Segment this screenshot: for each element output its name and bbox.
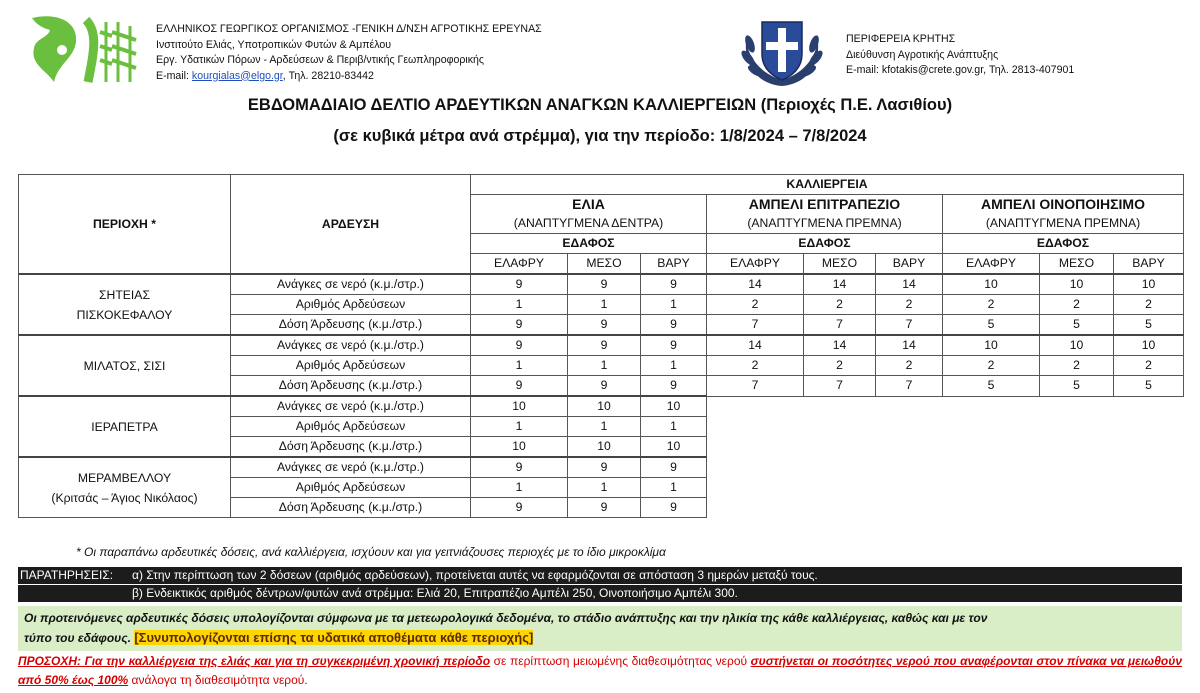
empty-cell xyxy=(707,417,804,437)
empty-cell xyxy=(1040,417,1114,437)
elgo-logo xyxy=(28,12,148,88)
empty-cell xyxy=(1040,437,1114,458)
value-cell: 1 xyxy=(641,478,707,498)
empty-cell xyxy=(1040,457,1114,478)
lab-name: Εργ. Υδατικών Πόρων - Αρδεύσεων & Περιβ/ντικής Γεωπληροφορικής xyxy=(156,54,485,66)
value-cell: 9 xyxy=(568,457,641,478)
empty-cell xyxy=(707,437,804,458)
value-cell: 1 xyxy=(641,295,707,315)
value-cell: 7 xyxy=(804,315,876,336)
empty-cell xyxy=(1114,417,1184,437)
empty-cell xyxy=(943,437,1040,458)
value-cell: 9 xyxy=(471,457,568,478)
methodology-line1: Οι προτεινόμενες αρδευτικές δόσεις υπολογίζονται σύμφωνα με τα μετεωρολογικά δεδομένα, το στάδιο ανάπτυξης και την ηλικία της κάθε καλλιέργειας, καθώς και με τον xyxy=(24,611,988,625)
value-cell: 9 xyxy=(568,498,641,518)
value-cell: 10 xyxy=(568,437,641,458)
region-name: ΣΗΤΕΙΑΣ xyxy=(99,287,150,302)
value-cell: 1 xyxy=(568,356,641,376)
remark-b: β) Ενδεικτικός αριθμός δέντρων/φυτών ανά στρέμμα: Ελιά 20, Επιτραπέζιο Αμπέλι 250, Οινοποιήσιμο Αμπέλι 300. xyxy=(132,586,738,600)
value-cell: 1 xyxy=(568,478,641,498)
methodology-note xyxy=(18,606,1182,651)
empty-cell xyxy=(876,417,943,437)
header-left-info xyxy=(156,22,542,84)
row-label: Αριθμός Αρδεύσεων xyxy=(231,478,471,498)
empty-cell xyxy=(943,478,1040,498)
empty-cell xyxy=(943,498,1040,518)
empty-cell xyxy=(943,396,1040,417)
value-cell: 1 xyxy=(641,417,707,437)
remarks-label: ΠΑΡΑΤΗΡΗΣΕΙΣ: xyxy=(20,568,114,582)
region-subname: (Κριτσάς – Άγιος Νικόλαος) xyxy=(51,490,198,505)
value-cell: 10 xyxy=(568,396,641,417)
crops-header: ΚΑΛΛΙΕΡΓΕΙΑ xyxy=(471,175,1184,195)
empty-cell xyxy=(707,457,804,478)
soil-header: ΕΔΑΦΟΣ xyxy=(471,234,707,254)
soil-type: ΕΛΑΦΡΥ xyxy=(471,254,568,275)
empty-cell xyxy=(1114,396,1184,417)
value-cell: 9 xyxy=(471,274,568,295)
remarks-bar-b xyxy=(18,585,1182,602)
region-cell xyxy=(19,335,231,396)
value-cell: 2 xyxy=(1114,356,1184,376)
contact-line xyxy=(156,69,542,85)
table-row xyxy=(19,335,1184,356)
value-cell: 7 xyxy=(804,376,876,397)
soil-type: ΒΑΡΥ xyxy=(1114,254,1184,275)
value-cell: 2 xyxy=(876,356,943,376)
empty-cell xyxy=(804,457,876,478)
crop-name-wine-grape: ΑΜΠΕΛΙ ΟΙΝΟΠΟΙΗΣΙΜΟ xyxy=(943,195,1184,215)
value-cell: 10 xyxy=(1040,335,1114,356)
value-cell: 5 xyxy=(1114,376,1184,397)
greek-emblem-logo xyxy=(738,14,826,92)
value-cell: 10 xyxy=(641,437,707,458)
crop-name-table-grape: ΑΜΠΕΛΙ ΕΠΙΤΡΑΠΕΖΙΟ xyxy=(707,195,943,215)
empty-cell xyxy=(876,396,943,417)
value-cell: 2 xyxy=(943,295,1040,315)
table-row xyxy=(19,274,1184,295)
soil-type: ΕΛΑΦΡΥ xyxy=(707,254,804,275)
value-cell: 1 xyxy=(471,417,568,437)
value-cell: 10 xyxy=(1114,274,1184,295)
email-label: E-mail: xyxy=(156,69,192,82)
value-cell: 9 xyxy=(471,376,568,397)
value-cell: 9 xyxy=(641,315,707,336)
value-cell: 5 xyxy=(943,315,1040,336)
value-cell: 7 xyxy=(876,315,943,336)
row-label: Αριθμός Αρδεύσεων xyxy=(231,295,471,315)
crop-sub-table-grape: (ΑΝΑΠΤΥΓΜΕΝΑ ΠΡΕΜΝΑ) xyxy=(707,214,943,234)
value-cell: 9 xyxy=(641,498,707,518)
empty-cell xyxy=(1040,396,1114,417)
value-cell: 2 xyxy=(804,295,876,315)
value-cell: 9 xyxy=(568,274,641,295)
value-cell: 9 xyxy=(471,335,568,356)
soil-type: ΜΕΣΟ xyxy=(804,254,876,275)
bulletin-period: (σε κυβικά μέτρα ανά στρέμμα), για την περίοδο: 1/8/2024 – 7/8/2024 xyxy=(333,127,867,145)
warning-tail: ανάλογα τη διαθεσιμότητα νερού. xyxy=(128,673,308,687)
value-cell: 14 xyxy=(707,274,804,295)
value-cell: 14 xyxy=(707,335,804,356)
methodology-line2: τύπο του εδάφους. xyxy=(24,631,131,645)
header-right-info xyxy=(846,32,1074,79)
empty-cell xyxy=(804,417,876,437)
soil-header: ΕΔΑΦΟΣ xyxy=(707,234,943,254)
value-cell: 2 xyxy=(943,356,1040,376)
institute-name: Ινστιτούτο Ελιάς, Υποτροπικών Φυτών & Αμπέλου xyxy=(156,38,392,51)
remark-a: α) Στην περίπτωση των 2 δόσεων (αριθμός αρδεύσεων), προτείνεται αυτές να εφαρμόζονται σε απόσταση 3 ημερών μεταξύ τους. xyxy=(132,568,818,582)
value-cell: 7 xyxy=(876,376,943,397)
remarks-bar-a xyxy=(18,567,1182,584)
region-cell xyxy=(19,457,231,518)
value-cell: 5 xyxy=(1040,376,1114,397)
empty-cell xyxy=(1114,457,1184,478)
row-label: Αριθμός Αρδεύσεων xyxy=(231,356,471,376)
directorate-name: Διεύθυνση Αγροτικής Ανάπτυξης xyxy=(846,48,999,61)
soil-header: ΕΔΑΦΟΣ xyxy=(943,234,1184,254)
value-cell: 10 xyxy=(1040,274,1114,295)
table-row xyxy=(19,396,1184,417)
crop-sub-wine-grape: (ΑΝΑΠΤΥΓΜΕΝΑ ΠΡΕΜΝΑ) xyxy=(943,214,1184,234)
region-name: ΜΙΛΑΤΟΣ, ΣΙΣΙ xyxy=(83,358,166,373)
value-cell: 10 xyxy=(641,396,707,417)
value-cell: 9 xyxy=(641,457,707,478)
empty-cell xyxy=(876,437,943,458)
warning-recommendation: συστήνεται οι ποσότητες νερού που αναφέρονται στον πίνακα να μειωθούν από 50% έως 100% xyxy=(18,654,1182,687)
irrigation-table xyxy=(18,174,1184,518)
value-cell: 9 xyxy=(471,315,568,336)
value-cell: 7 xyxy=(707,315,804,336)
crop-name-olive: ΕΛΙΑ xyxy=(471,195,707,215)
value-cell: 9 xyxy=(568,376,641,397)
empty-cell xyxy=(804,498,876,518)
empty-cell xyxy=(1040,498,1114,518)
value-cell: 5 xyxy=(1114,315,1184,336)
soil-type: ΕΛΑΦΡΥ xyxy=(943,254,1040,275)
value-cell: 2 xyxy=(1040,356,1114,376)
empty-cell xyxy=(707,396,804,417)
empty-cell xyxy=(876,498,943,518)
value-cell: 9 xyxy=(568,315,641,336)
value-cell: 2 xyxy=(1114,295,1184,315)
value-cell: 1 xyxy=(471,478,568,498)
soil-type: ΜΕΣΟ xyxy=(568,254,641,275)
warning-note xyxy=(18,652,1182,690)
value-cell: 10 xyxy=(943,335,1040,356)
value-cell: 9 xyxy=(568,335,641,356)
empty-cell xyxy=(876,478,943,498)
row-label: Ανάγκες σε νερό (κ.μ./στρ.) xyxy=(231,274,471,295)
email-link[interactable]: kourgialas@elgo.gr xyxy=(191,69,283,82)
value-cell: 9 xyxy=(641,274,707,295)
bulletin-title: ΕΒΔΟΜΑΔΙΑΙΟ ΔΕΛΤΙΟ ΑΡΔΕΥΤΙΚΩΝ ΑΝΑΓΚΩΝ ΚΑΛΛΙΕΡΓΕΙΩΝ (Περιοχές Π.Ε. Λασιθίου) xyxy=(247,96,953,114)
value-cell: 1 xyxy=(641,356,707,376)
empty-cell xyxy=(1114,437,1184,458)
row-label: Ανάγκες σε νερό (κ.μ./στρ.) xyxy=(231,457,471,478)
empty-cell xyxy=(1114,478,1184,498)
value-cell: 14 xyxy=(804,335,876,356)
value-cell: 10 xyxy=(1114,335,1184,356)
value-cell: 14 xyxy=(876,274,943,295)
value-cell: 9 xyxy=(641,376,707,397)
value-cell: 2 xyxy=(1040,295,1114,315)
region-contact: E-mail: kfotakis@crete.gov.gr, Τηλ. 2813-407901 xyxy=(846,64,1075,76)
row-label: Αριθμός Αρδεύσεων xyxy=(231,417,471,437)
value-cell: 5 xyxy=(1040,315,1114,336)
warning-lead: ΠΡΟΣΟΧΗ: Για την καλλιέργεια της ελιάς και για τη συγκεκριμένη χρονική περίοδο xyxy=(18,654,491,668)
value-cell: 9 xyxy=(641,335,707,356)
row-label: Δόση Άρδευσης (κ.μ./στρ.) xyxy=(231,376,471,397)
region-name: ΙΕΡΑΠΕΤΡΑ xyxy=(91,419,158,434)
value-cell: 1 xyxy=(471,295,568,315)
value-cell: 7 xyxy=(707,376,804,397)
water-reserves-highlight: [Συνυπολογίζονται επίσης τα υδατικά αποθέματα κάθε περιοχής] xyxy=(134,630,534,645)
footnote: * Οι παραπάνω αρδευτικές δόσεις, ανά καλλιέργεια, ισχύουν και για γειτνιάζουσες περιοχές με το ίδιο μικροκλίμα xyxy=(76,545,666,559)
empty-cell xyxy=(707,478,804,498)
irrigation-column-header: ΑΡΔΕΥΣΗ xyxy=(231,175,471,275)
empty-cell xyxy=(943,417,1040,437)
empty-cell xyxy=(1040,478,1114,498)
crop-sub-olive: (ΑΝΑΠΤΥΓΜΕΝΑ ΔΕΝΤΡΑ) xyxy=(471,214,707,234)
value-cell: 9 xyxy=(471,498,568,518)
row-label: Δόση Άρδευσης (κ.μ./στρ.) xyxy=(231,498,471,518)
region-name: ΠΕΡΙΦΕΡΕΙΑ ΚΡΗΤΗΣ xyxy=(846,33,956,45)
soil-type: ΒΑΡΥ xyxy=(876,254,943,275)
value-cell: 10 xyxy=(471,396,568,417)
area-column-header: ΠΕΡΙΟΧΗ * xyxy=(19,175,231,275)
row-label: Δόση Άρδευσης (κ.μ./στρ.) xyxy=(231,315,471,336)
empty-cell xyxy=(804,396,876,417)
value-cell: 10 xyxy=(943,274,1040,295)
soil-type: ΜΕΣΟ xyxy=(1040,254,1114,275)
value-cell: 2 xyxy=(707,295,804,315)
phone: , Τηλ. 28210-83442 xyxy=(282,69,374,82)
region-name: ΜΕΡΑΜΒΕΛΛΟΥ xyxy=(77,470,172,485)
warning-text: σε περίπτωση μειωμένης διαθεσιμότητας νερού xyxy=(490,654,751,668)
org-name: ΕΛΛΗΝΙΚΟΣ ΓΕΩΡΓΙΚΟΣ ΟΡΓΑΝΙΣΜΟΣ -ΓΕΝΙΚΗ Δ/ΝΣΗ ΑΓΡΟΤΙΚΗΣ ΕΡΕΥΝΑΣ xyxy=(156,23,542,35)
value-cell: 14 xyxy=(804,274,876,295)
region-cell xyxy=(19,274,231,335)
empty-cell xyxy=(876,457,943,478)
value-cell: 1 xyxy=(471,356,568,376)
soil-type: ΒΑΡΥ xyxy=(641,254,707,275)
value-cell: 1 xyxy=(568,295,641,315)
value-cell: 5 xyxy=(943,376,1040,397)
value-cell: 2 xyxy=(707,356,804,376)
region-subname: ΠΙΣΚΟΚΕΦΑΛΟΥ xyxy=(76,307,173,322)
empty-cell xyxy=(707,498,804,518)
row-label: Ανάγκες σε νερό (κ.μ./στρ.) xyxy=(231,396,471,417)
value-cell: 2 xyxy=(876,295,943,315)
value-cell: 10 xyxy=(471,437,568,458)
empty-cell xyxy=(804,478,876,498)
table-row xyxy=(19,457,1184,478)
value-cell: 1 xyxy=(568,417,641,437)
row-label: Δόση Άρδευσης (κ.μ./στρ.) xyxy=(231,437,471,458)
row-label: Ανάγκες σε νερό (κ.μ./στρ.) xyxy=(231,335,471,356)
empty-cell xyxy=(804,437,876,458)
region-cell xyxy=(19,396,231,457)
value-cell: 2 xyxy=(804,356,876,376)
empty-cell xyxy=(943,457,1040,478)
empty-cell xyxy=(1114,498,1184,518)
value-cell: 14 xyxy=(876,335,943,356)
